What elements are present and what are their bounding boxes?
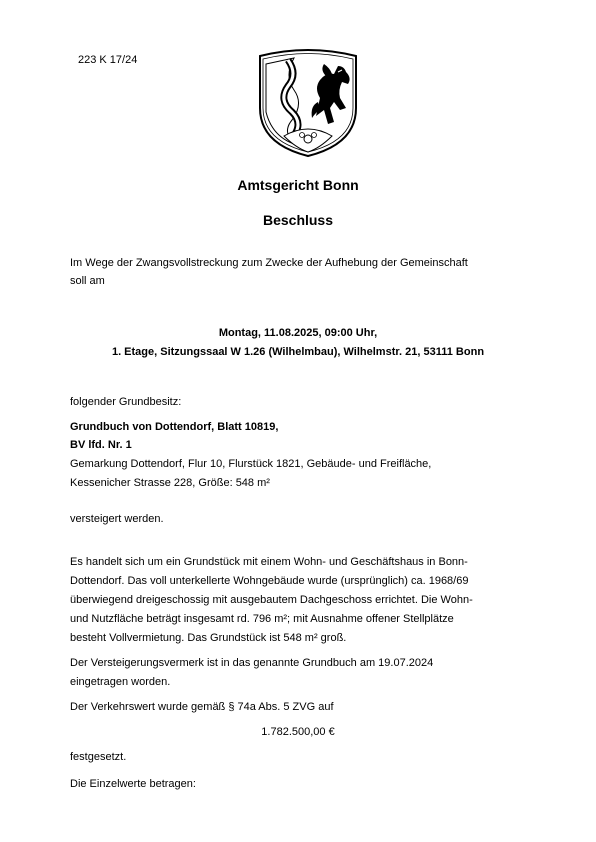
intro-line-2: soll am [70, 275, 105, 287]
description-line: besteht Vollvermietung. Das Grundstück ist 548 m² groß. [70, 632, 347, 644]
property-label: folgender Grundbesitz: [70, 396, 182, 408]
auction-text: versteigert werden. [70, 513, 164, 525]
registry-note-line-1: Der Versteigerungsvermerk ist in das genannte Grundbuch am 19.07.2024 [70, 657, 434, 669]
valuation-amount: 1.782.500,00 € [261, 726, 335, 738]
appointment-date-time: Montag, 11.08.2025, 09:00 Uhr, [218, 327, 378, 339]
valuation-intro: Der Verkehrswert wurde gemäß § 74a Abs. 5 ZVG auf [70, 701, 334, 713]
land-register-entry: Grundbuch von Dottendorf, Blatt 10819, [70, 421, 279, 433]
case-number: 223 K 17/24 [78, 54, 138, 66]
individual-values-label: Die Einzelwerte betragen: [70, 778, 196, 790]
description-line: und Nutzfläche beträgt insgesamt rd. 796 m²; mit Ausnahme offener Stellplätze [70, 613, 454, 625]
registry-note-line-2: eingetragen worden. [70, 676, 171, 688]
document-type-title: Beschluss [262, 212, 334, 228]
property-details-1: Gemarkung Dottendorf, Flur 10, Flurstück 1821, Gebäude- und Freifläche, [70, 458, 432, 470]
description-line: Es handelt sich um ein Grundstück mit einem Wohn- und Geschäftshaus in Bonn- [70, 556, 468, 568]
description-line: Dottendorf. Das voll unterkellerte Wohngebäude wurde (ursprünglich) ca. 1968/69 [70, 575, 469, 587]
bv-number: BV lfd. Nr. 1 [70, 439, 132, 451]
intro-line-1: Im Wege der Zwangsvollstreckung zum Zwecke der Aufhebung der Gemeinschaft [70, 257, 468, 269]
appointment-location: 1. Etage, Sitzungssaal W 1.26 (Wilhelmbau), Wilhelmstr. 21, 53111 Bonn [111, 346, 485, 358]
nrw-coat-of-arms-icon [254, 46, 362, 158]
valuation-suffix: festgesetzt. [70, 751, 127, 763]
property-details-2: Kessenicher Strasse 228, Größe: 548 m² [70, 477, 270, 489]
description-line: überwiegend dreigeschossig mit ausgebautem Dachgeschoss errichtet. Die Wohn- [70, 594, 473, 606]
court-name: Amtsgericht Bonn [237, 177, 359, 193]
